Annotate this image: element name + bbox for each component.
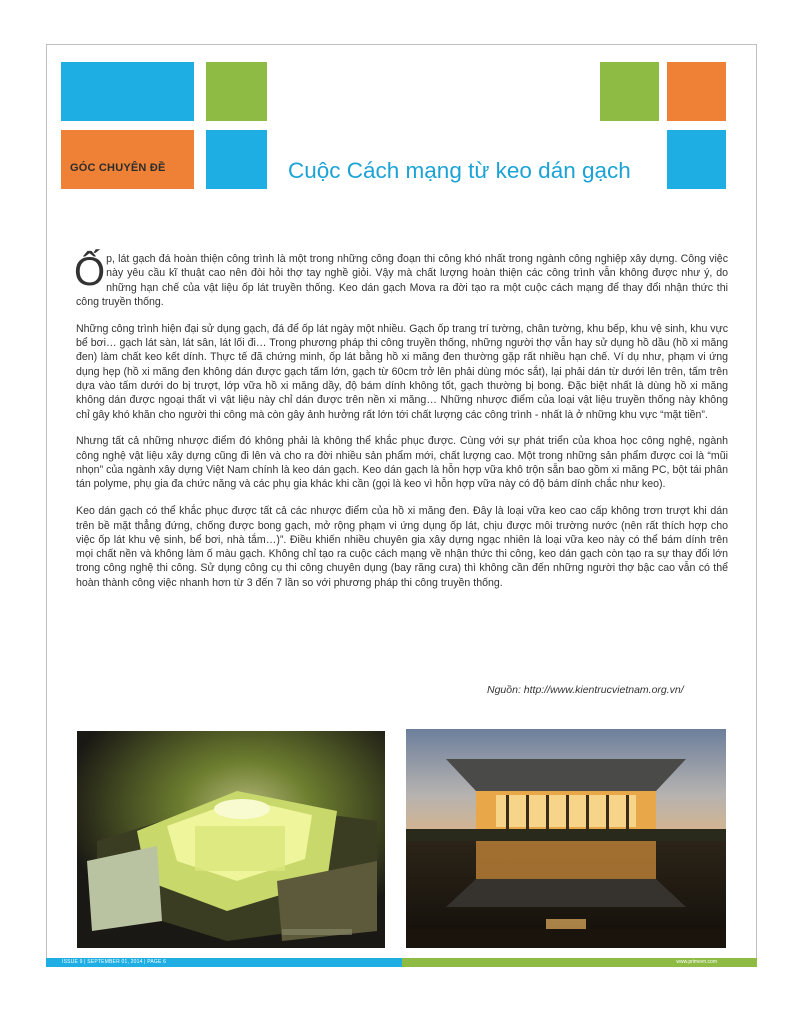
section-label: GÓC CHUYÊN ĐỀ: [70, 162, 166, 174]
museum-image: [406, 729, 726, 948]
museum-photo: [406, 729, 726, 948]
source-credit: Nguồn: http://www.kientrucvietnam.org.vn/: [487, 684, 684, 696]
paragraph-3: Nhưng tất cả những nhược điểm đó không phải là không thể khắc phục được. Cùng với sự phát triển của khoa học công nghệ, ngành công nghệ vật liệu xây dựng cũng đi lên và cho ra đời nhiều sản phẩm mới, chất lượng cao. Một trong những sản phẩm được coi là “mũi nhọn” của ngành xây dựng Việt Nam chính là keo dán gạch. Keo dán gạch là hỗn hợp vữa khô trộn sẵn bao gồm xi măng PC, bột tái phân tán polyme, phụ gia đa chức năng và các phụ gia khác khi cần (gọi là keo vì hỗn hợp vữa này có độ bám dính chắc như keo).: [76, 435, 728, 491]
deco-square-cyan-2: [206, 130, 267, 189]
deco-square-orange-2: [667, 62, 726, 121]
deco-square-olive-2: [600, 62, 659, 121]
paragraph-1: [76, 252, 728, 309]
article-body: [76, 252, 728, 603]
footer-bar: [46, 958, 757, 967]
footer-website: www.primevn.com: [676, 959, 717, 965]
deco-square-orange-1: [61, 130, 194, 189]
deco-square-cyan-1: [61, 62, 194, 121]
paragraph-1-text: p, lát gạch đá hoàn thiện công trình là một trong những công đoạn thi công khó nhất trong ngành công nghiệp xây dựng. Công việc này yêu cầu kĩ thuật cao nên đòi hỏi thợ tay nghề giỏi. Vậy mà chất lượng hoàn thiện các công trình vẫn không được như ý, do những hạn chế của vật liệu ốp lát truyền thống. Keo dán gạch Mova ra đời tạo ra một cuộc cách mạng để thay đổi nhận thức thi công truyền thống.: [76, 253, 728, 308]
paragraph-2: Những công trình hiện đại sử dụng gạch, đá để ốp lát ngày một nhiều. Gạch ốp trang trí tường, chân tường, khu bếp, khu vệ sinh, khu vực bể bơi… gạch lát sàn, lát sân, lát lối đi… Trong phương pháp thi công truyền thống, những người thợ vẫn hay sử dụng hồ dầu (hồ xi măng đen) làm chất keo kết dính. Thực tế đã chứng minh, ốp lát bằng hồ xi măng đen thường gặp rất nhiều hạn chế. Ví dụ như, phạm vi ứng dụng hẹp (hồ xi măng đen không dán được gạch tấm lớn, gạch từ 60cm trở lên phải dùng móc sắt), lại phải dán từ dưới lên trên, tấm trên dựa vào tấm dưới do bị trượt, lớp vữa hồ xi măng dầy, độ bám dính không tốt, gạch thường bị bong. Đặc biệt nhất là dùng hồ xi măng không dán được ngoại thất vì vật liệu này chỉ dán được trên nền xi măng… Những nhược điểm của loại vật liệu truyền thống này không chỉ gây khó khăn cho người thi công mà còn gây ảnh hưởng rất lớn tới chất lượng các công trình - nhất là ở những khu vực “mặt tiền”.: [76, 322, 728, 421]
paragraph-4: Keo dán gạch có thể khắc phục được tất cả các nhược điểm của hồ xi măng đen. Đây là loại vữa keo cao cấp không trơn trượt khi dán trên bề mặt thẳng đứng, chống được bong gạch, mở rộng phạm vi ứng dụng ốp lát, chịu được môi trường nước (nên rất thích hợp cho việc ốp lát khu vệ sinh, bể bơi, nhà tắm…)”. Điều khiến nhiều chuyên gia xây dựng ngạc nhiên là loại vữa keo này có thể bám dính trên mọi chất nền và không làm ố màu gạch. Không chỉ tạo ra cuộc cách mạng về nhận thức thi công, keo dán gạch còn tạo ra sự thay đổi lớn trong công nghệ thi công. Sử dụng công cụ thi công chuyên dụng (bay răng cưa) thì không cần đến những người thợ bậc cao vẫn có thể hoàn thành công việc nhanh hơn từ 3 đến 7 lần so với phương pháp thi công truyền thống.: [76, 505, 728, 589]
deco-square-olive-1: [206, 62, 267, 121]
drop-cap: Ố: [74, 250, 106, 294]
footer-issue-info: ISSUE 9 | SEPTEMBER 01, 2014 | PAGE 6: [62, 959, 167, 965]
article-title: Cuộc Cách mạng từ keo dán gạch: [288, 158, 631, 183]
building-model-photo: [77, 731, 385, 948]
deco-square-cyan-3: [667, 130, 726, 189]
building-model-image: [77, 731, 385, 948]
